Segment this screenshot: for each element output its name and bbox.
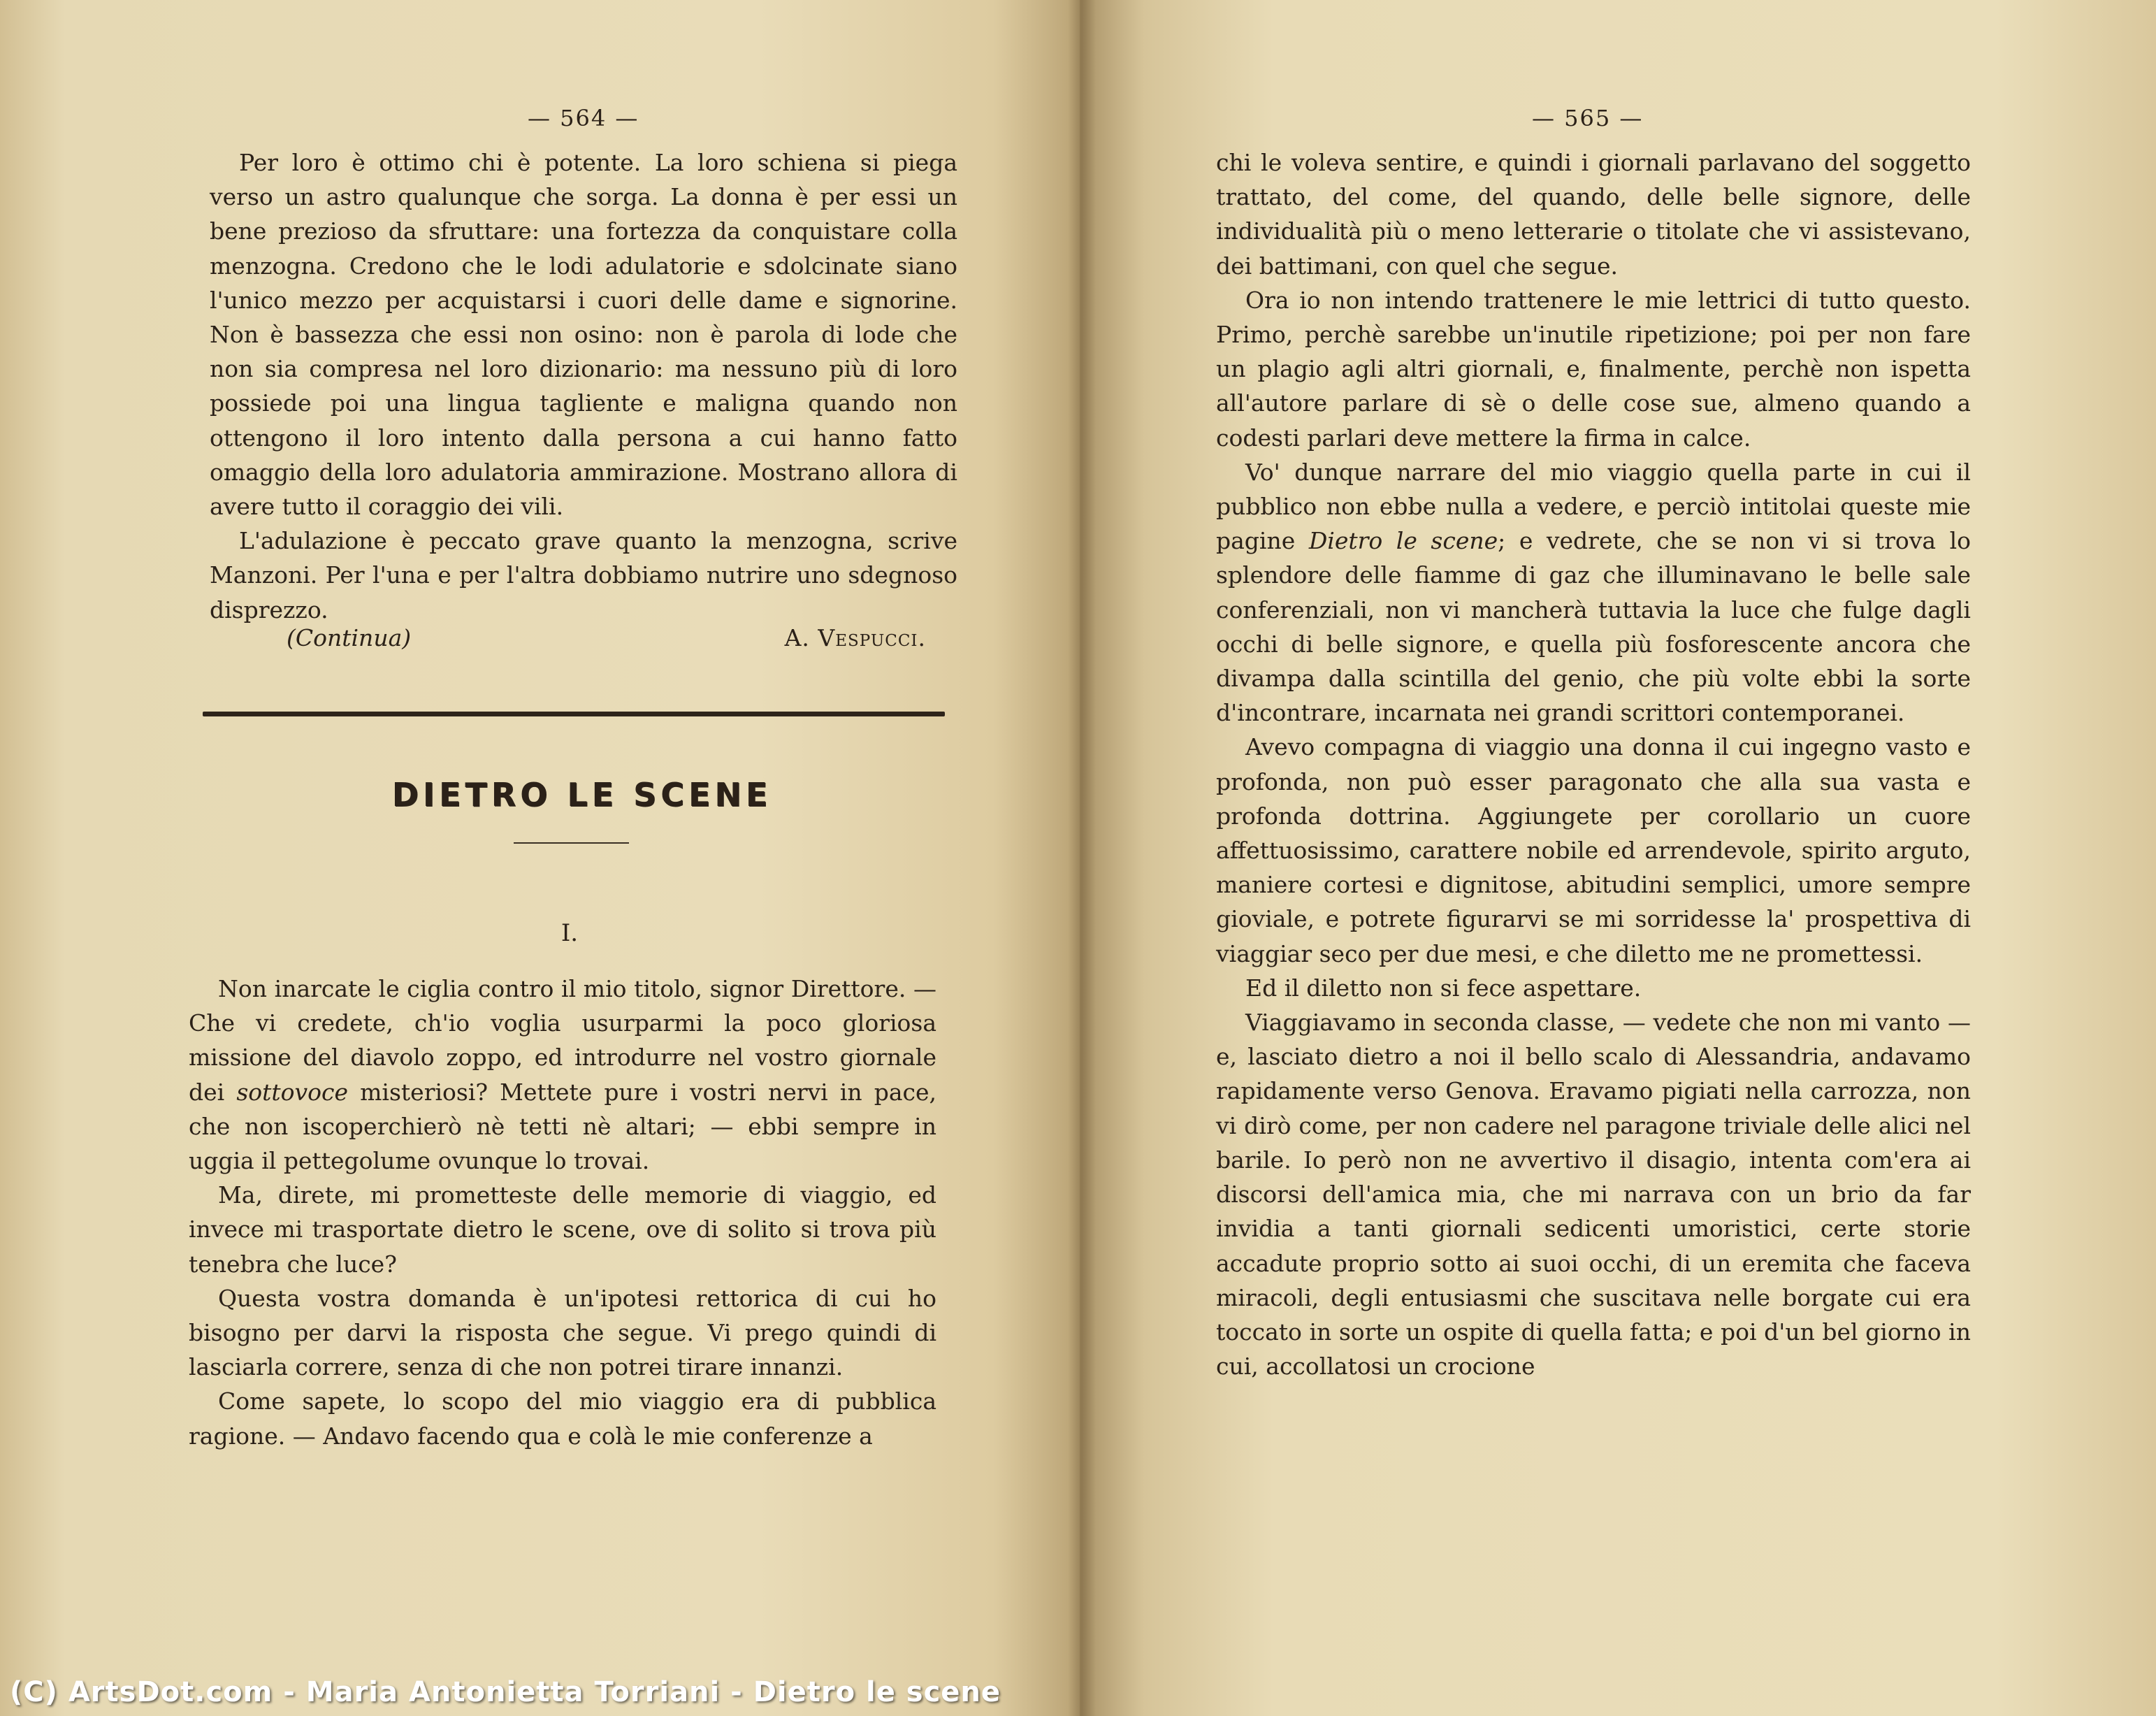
- right-page: [1080, 0, 2156, 1716]
- article-signature: [210, 624, 926, 651]
- paragraph: chi le voleva sentire, e quindi i giornali parlavano del soggetto trattato, del come, del quando, delle belle signore, delle individualità più o meno letterarie o titolate che vi assistevano, dei battimani, con quel che segue.: [1216, 149, 1971, 280]
- section-divider: [203, 712, 945, 716]
- paragraph: Vo' dunque narrare del mio viaggio quella parte in cui il pubblico non ebbe nulla a vedere, e perciò intitolai queste mie pagine Dietro le scene; e vedrete, che se non vi si trova lo splendore delle fiamme di gaz che illuminavano le belle sale conferenziali, non vi mancherà tuttavia la luce che fulge dagli occhi di belle signore, e quella più fosforescente ancora che divampa dalla scintilla del genio, che più volte ebbi la sorte d'incontrare, incarnata nei grandi scrittori contemporanei.: [1216, 458, 1971, 727]
- emphasis: sottovoce: [236, 1078, 349, 1106]
- paragraph: L'adulazione è peccato grave quanto la menzogna, scrive Manzoni. Per l'una e per l'altra dobbiamo nutrire uno sdegnoso disprezzo.: [210, 527, 957, 623]
- paragraph: Questa vostra domanda è un'ipotesi rettorica di cui ho bisogno per darvi la risposta che segue. Vi prego quindi di lasciarla correre, senza di che non potrei tirare innanzi.: [189, 1284, 936, 1381]
- author-name: A. Vespucci.: [784, 624, 926, 651]
- paragraph: Ora io non intendo trattenere le mie lettrici di tutto questo. Primo, perchè sarebbe un'inutile ripetizione; poi per non fare un plagio agli altri giornali, e, finalmente, perchè non ispetta all'autore parlare di sè o delle cose sue, almeno quando a codesti parlari deve mettere la firma in calce.: [1216, 286, 1971, 452]
- watermark-caption: (C) ArtsDot.com - Maria Antonietta Torriani - Dietro le scene: [10, 1676, 1001, 1708]
- book-gutter: [1068, 0, 1096, 1716]
- title-underline: [514, 842, 629, 844]
- article-ending: [210, 145, 957, 627]
- chapter-number: I.: [560, 919, 579, 947]
- paragraph: Avevo compagna di viaggio una donna il cui ingegno vasto e profonda, non può esser paragonato che alla sua vasta e profonda dottrina. Aggiungete per corollario un cuore affettuosissimo, carattere nobile ed arrendevole, spirito arguto, maniere cortesi e dignitose, abitudini semplici, umore sempre gioviale, e potrete figurarvi se mi sorridesse la' prospettiva di viaggiar seco per due mesi, e che diletto me ne promettessi.: [1216, 733, 1971, 967]
- paragraph: Non inarcate le ciglia contro il mio titolo, signor Direttore. — Che vi credete, ch'io voglia usurparmi la poco gloriosa missione del diavolo zoppo, ed introdurre nel vostro giornale dei sottovoce misteriosi? Mettete pure i vostri nervi in pace, che non iscoperchierò nè tetti nè altari; — ebbi sempre in uggia il pettegolume ovunque lo trovai.: [189, 975, 937, 1175]
- chapter-text: [189, 972, 936, 1453]
- page-text: [1216, 145, 1971, 1383]
- paragraph: Ed il diletto non si fece aspettare.: [1245, 974, 1642, 1002]
- continua-label: (Continua): [287, 624, 412, 651]
- section-title: DIETRO LE SCENE: [391, 776, 772, 814]
- emphasis: Dietro le scene: [1308, 527, 1498, 555]
- page-number: — 564 —: [528, 105, 639, 131]
- paragraph: Viaggiavamo in seconda classe, — vedete che non mi vanto — e, lasciato dietro a noi il bello scalo di Alessandria, andavamo rapidamente verso Genova. Eravamo pigiati nella carrozza, non vi dirò come, per non cadere nel paragone triviale delle alici nel barile. Io però non ne avvertivo il disagio, intenta com'era ai discorsi dell'amica mia, che mi narrava con un brio da far invidia a tanti giornali sedicenti umoristici, certe storie accadute proprio sotto ai suoi occhi, di un eremita che faceva miracoli, degli entusiasmi che suscitava nelle borgate cui era toccato in sorte un ospite di quella fatta; e poi d'un bel giorno in cui, accollatosi un crocione: [1216, 1009, 1971, 1380]
- paragraph: Come sapete, lo scopo del mio viaggio era di pubblica ragione. — Andavo facendo qua e colà le mie conferenze a: [189, 1387, 936, 1450]
- paragraph: Ma, direte, mi prometteste delle memorie di viaggio, ed invece mi trasportate dietro le scene, ove di solito si trova più tenebra che luce?: [189, 1181, 936, 1278]
- page-number: — 565 —: [1532, 105, 1644, 131]
- paragraph: Per loro è ottimo chi è potente. La loro schiena si piega verso un astro qualunque che sorga. La donna è per essi un bene prezioso da sfruttare: una fortezza da conquistare colla menzogna. Credono che le lodi adulatorie e sdolcinate siano l'unico mezzo per acquistarsi i cuori delle dame e signorine. Non è bassezza che essi non osino: non è parola di lode che non sia compresa nel loro dizionario: ma nessuno più di loro possiede poi una lingua tagliente e maligna quando non ottengono il loro intento dalla persona a cui hanno fatto omaggio della loro adulatoria ammirazione. Mostrano allora di avere tutto il coraggio dei vili.: [210, 149, 957, 521]
